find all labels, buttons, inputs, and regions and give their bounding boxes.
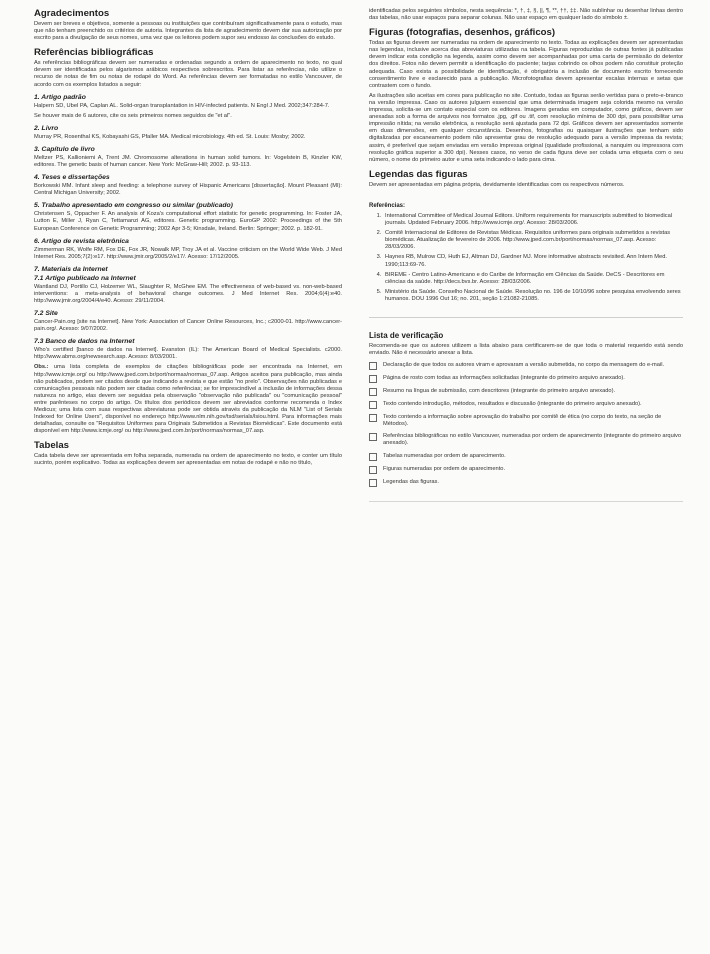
tabelas-body: Cada tabela deve ser apresentada em folha separada, numerada na ordem de aparecimento no texto, e conter um título sucinto, porém explicativo. Todas as explicações devem ser apresentadas em notas de rodapé e não no título,	[34, 453, 342, 467]
reference-examples	[34, 94, 342, 362]
checklist-item[interactable]	[369, 414, 683, 428]
checkbox[interactable]	[369, 453, 377, 461]
checkbox[interactable]	[369, 433, 377, 441]
example-title: 6. Artigo de revista eletrônica	[34, 237, 129, 245]
agradecimentos-heading: Agradecimentos	[34, 8, 110, 19]
obs-paragraph	[34, 364, 342, 435]
example-title: 3. Capítulo de livro	[34, 145, 95, 153]
example-text: Borkowski MM. Infant sleep and feeding: a telephone survey of Hispanic Americans [dissertação]. Mount Pleasant (MI): Central Michigan University; 2002.	[34, 183, 342, 197]
checklist-item[interactable]	[369, 479, 683, 487]
checklist-item-label: Texto contendo a informação sobre aprovação do trabalho por comitê de ética (no corpo do texto, na seção de Métodos).	[383, 414, 662, 428]
bottom-divider	[369, 501, 683, 502]
tabelas-heading: Tabelas	[34, 440, 70, 452]
example-title: 4. Teses e dissertações	[34, 174, 110, 182]
checkbox[interactable]	[369, 401, 377, 409]
checklist-item-label: Página de rosto com todas as informações solicitadas (integrante do primeiro arquivo anexado).	[383, 375, 625, 382]
figuras-heading: Figuras (fotografias, desenhos, gráficos)	[369, 27, 556, 39]
example-title: 7.1 Artigo publicado na Internet	[34, 274, 136, 282]
checklist-item-label: Referências bibliográficas no estilo Vancouver, numeradas por ordem de aparecimento (integrante do primeiro arquivo anexado).	[383, 433, 682, 447]
legendas-heading: Legendas das figuras	[369, 168, 468, 180]
example-text: Murray PR, Rosenthal KS, Kobayashi GS, Pfaller MA. Medical microbiology. 4th ed. St. Louis: Mosby; 2002.	[34, 133, 306, 140]
checklist-item-label: Figuras numeradas por ordem de aparecimento.	[383, 465, 506, 472]
checkbox[interactable]	[369, 479, 377, 487]
obs-text: uma lista completa de exemplos de citações bibliográficas pode ser encontrada na Internet, em http://www.icmje.org/ ou http://www.jped.com.br/port/normas/normas_07.asp. Artigos aceitos para publicação, mas ainda não publicados, podem ser citados desde que indicando a revista e que estão "no prelo". Observações não publicadas e comunicações pessoais não podem ser citadas como referências; se for imprescindível a inclusão de informações dessa natureza no artigo, elas devem ser seguidas pela observação "observação não publicada" ou "comunicação pessoal" entre parênteses no corpo do artigo. Os títulos dos periódicos devem ser abreviados conforme recomenda o Index Medicus; uma lista com suas respectivas abreviaturas pode ser obtida através da publicação da NLM "List of Serials Indexed for Online Users", disponível no endereço http://www.nlm.nih.gov/tsd/serials/lsiou.html. Para informações mais detalhadas, consulte os "Requisitos Uniformes para Originais Submetidos a Revistas Biomédicas". Este documento está disponível em http://www.icmje.org/ ou http://www.jped.com.br/port/normas/normas_07.asp.	[34, 364, 342, 435]
example-6	[34, 238, 342, 261]
right-column	[369, 8, 683, 502]
checklist-item-label: Tabelas numeradas por ordem de aparecimento.	[383, 452, 506, 459]
reference-item: 1. International Committee of Medical Journal Editors. Uniform requirements for manuscripts submitted to biomedical journals. Updated February 2006. http://www.icmje.org/. Acesso: 28/03/2006.	[383, 213, 683, 227]
checklist-item-label: Resumo na língua de submissão, com descritores (integrante do primeiro arquivo anexado).	[383, 388, 616, 395]
checklist-item-label: Texto contendo introdução, métodos, resultados e discussão (integrante do primeiro arquivo anexado).	[383, 401, 642, 408]
referencias-body: As referências bibliográficas devem ser numeradas e ordenadas segundo a ordem de aparecimento no texto, no qual devem ser identificadas pelos algarismos arábicos respectivos sobrescritos. Para listar as referências, não utilize o recurso de notas de fim ou notas de rodapé do Word. As referências devem ser formatadas no estilo Vancouver, de acordo com os exemplos listados a seguir:	[34, 60, 342, 88]
example-text: Christensen S, Oppacher F. An analysis of Koza's computational effort statistic for genetic programming. In: Foster JA, Lutton E, Miller J, Ryan C, Tettamanzi AG, editores. Genetic programming. EuroGP 2002: Proceedings of the 5th European Conference on Genetic Programming; 2002 Apr 3-5; Kinsdale, Ireland. Berlin: Springer; 2002. p. 182-91.	[34, 211, 342, 232]
example-7-2	[34, 310, 342, 333]
checkbox[interactable]	[369, 388, 377, 396]
example-1	[34, 94, 342, 120]
references-title: Referências:	[369, 202, 406, 209]
example-3	[34, 146, 342, 169]
left-column	[34, 8, 342, 471]
reference-item: 2. Comitê Internacional de Editores de Revistas Médicas. Requisitos uniformes para originais submetidos a revistas biomédicas. Atualização de fevereiro de 2006. http://www.jped.com.br/port/normas/normas_07.asp. Acesso: 28/03/2006.	[383, 230, 683, 251]
example-7	[34, 266, 342, 274]
example-5	[34, 202, 342, 232]
figuras-body-1: Todas as figuras devem ser numeradas na ordem de aparecimento no texto. Todas as explicações devem ser apresentadas nas legendas, inclusive acerca das abreviaturas utilizadas na tabela. Figuras reproduzidas de outras fontes já publicadas devem indicar esta condição na legenda, assim como devem ser acompanhadas por uma carta de permissão do detentor dos direitos. Fotos não devem permitir a identificação do paciente; tarjas cobrindo os olhos podem não constituir proteção adequada. Caso exista a possibilidade de identificação, é obrigatória a inclusão de documento escrito fornecendo consentimento livre e esclarecido para a publicação. Microfotografias devem apresentar escalas internas e setas que contrastem com o fundo.	[369, 40, 683, 89]
example-text: Meltzer PS, Kallioniemi A, Trent JM. Chromosome alterations in human solid tumors. In: Vogelstein B, Kinzler KW, editores. The genetic basis of human cancer. New York: McGraw-Hill; 2002. p. 93-113.	[34, 154, 342, 169]
checklist-item[interactable]	[369, 466, 683, 474]
checklist-item[interactable]	[369, 362, 683, 370]
checklist-heading: Lista de verificação	[369, 331, 444, 340]
checklist-item[interactable]	[369, 453, 683, 461]
example-title: 7.2 Site	[34, 310, 58, 318]
obs-label: Obs.:	[34, 364, 49, 371]
checklist-item[interactable]	[369, 401, 683, 409]
reference-item: 5. Ministério da Saúde. Conselho Nacional de Saúde. Resolução no. 196 de 10/10/96 sobre pesquisa envolvendo seres humanos. DOU 1996 Out 16; no. 201, seção 1:21082-21085.	[383, 289, 683, 303]
checklist-intro: Recomenda-se que os autores utilizem a lista abaixo para certificarem-se de que toda o material requerido está sendo enviado. Não é necessário anexar a lista.	[369, 343, 683, 357]
example-2	[34, 125, 342, 141]
divider	[369, 317, 683, 318]
checklist-item-label: Legendas das figuras.	[383, 478, 439, 485]
checkbox[interactable]	[369, 362, 377, 370]
checklist-item[interactable]	[369, 375, 683, 383]
tabelas-continued: identificadas pelos seguintes símbolos, nesta sequência: *, †, ‡, §, ||, ¶, **, ††, ‡‡. Não sublinhar ou desenhar linhas dentro das tabelas, não usar espaços para separar colunas. Não usar espaço em qualquer lado do símbolo ±.	[369, 8, 683, 22]
checklist-item[interactable]	[369, 388, 683, 396]
checkbox[interactable]	[369, 466, 377, 474]
example-text: Cancer-Pain.org [site na Internet]. New York: Association of Cancer Online Resources, Inc.; c2000-01. http://www.cancer-pain.org/. Acesso: 9/07/2002.	[34, 319, 342, 333]
example-7-3	[34, 338, 342, 361]
checkbox[interactable]	[369, 375, 377, 383]
example-4	[34, 174, 342, 197]
example-text: Wantland DJ, Portillo CJ, Holzemer WL, Slaughter R, McGhee EM. The effectiveness of web-based vs. non-web-based interventions: a meta-analysis of behavioral change outcomes. J Med Internet Res. 2004;6(4):e40. http://www.jmir.org/2004/4/e40. Acesso: 29/11/2004.	[34, 283, 342, 304]
example-title: 5. Trabalho apresentado em congresso ou similar (publicado)	[34, 202, 233, 210]
example-7-1	[34, 275, 342, 305]
figuras-body-2: As ilustrações são aceitas em cores para publicação no site. Contudo, todas as figuras serão vertidas para o preto-e-branco na versão impressa. Caso os autores julguem essencial que uma determinada imagem seja colorida mesmo na versão impressa, solicita-se um contato especial com os editores. Imagens geradas em computador, como gráficos, devem ser anexadas sob a forma de arquivos nos formatos .jpg, .gif ou .tif, com resolução mínima de 300 dpi, para possibilitar uma impressão nítida; na versão eletrônica, a resolução será ajustada para 72 dpi. Gráficos devem ser apresentados somente em duas dimensões, em qualquer circunstância. Desenhos, fotografias ou quaisquer ilustrações que tenham sido digitalizadas por escaneamento podem não apresentar grau de resolução adequado para a versão impressa da revista; assim, é preferível que sejam enviadas em versão impressa original (qualidade profissional, a nanquim ou impressora com resolução gráfica superior a 300 dpi). Nesses casos, no verso de cada figura deve ser colada uma etiqueta com o seu número, o nome do primeiro autor e uma seta indicando o lado para cima.	[369, 92, 683, 163]
checkbox[interactable]	[369, 414, 377, 422]
agradecimentos-body: Devem ser breves e objetivos, somente a pessoas ou instituições que contribuíram significativamente para o estudo, mas que não tenham preenchido os critérios de autoria. Integrantes da lista de agradecimento devem dar sua autorização por escrito para a divulgação de seus nomes, uma vez que os leitores podem supor seu endosso às conclusões do estudo.	[34, 21, 342, 42]
reference-item: 3. Haynes RB, Mulrow CD, Huth EJ, Altman DJ, Gardner MJ. More informative abstracts revisited. Ann Intern Med. 1990;113:69-76.	[383, 254, 683, 268]
checklist-item-label: Declaração de que todos os autores viram e aprovaram a versão submetida, no corpo da mensagem do e-mail.	[383, 362, 665, 369]
legendas-body: Devem ser apresentadas em página própria, devidamente identificadas com os respectivos números.	[369, 181, 625, 188]
checklist-item[interactable]	[369, 433, 683, 447]
example-text: Se houver mais de 6 autores, cite os seis primeiros nomes seguidos de "et al".	[34, 112, 232, 119]
references-list	[369, 213, 683, 303]
example-text: Who's certified [banco de dados na Internet]. Evanston (IL): The American Board of Medical Specialists. c2000. http://www.abms.org/newsearch.asp. Acesso: 8/03/2001.	[34, 347, 342, 361]
example-title: 1. Artigo padrão	[34, 93, 86, 101]
example-text: Halpern SD, Ubel PA, Caplan AL. Solid-organ transplantation in HIV-infected patients. N Engl J Med. 2002;347:284-7.	[34, 102, 330, 109]
reference-item: 4. BIREME - Centro Latino-Americano e do Caribe de Informação em Ciências da Saúde. DeCS - Descritores em ciências da saúde. http://decs.bvs.br. Acesso: 28/03/2006.	[383, 272, 683, 286]
example-title: 2. Livro	[34, 124, 59, 132]
example-title: 7. Materiais da Internet	[34, 265, 108, 273]
referencias-heading: Referências bibliográficas	[34, 47, 154, 59]
example-text: Zimmerman RK, Wolfe RM, Fox DE, Fox JR, Nowalk MP, Troy JA et al. Vaccine criticism on the World Wide Web. J Med Internet Res. 2005;7(2):e17. http://www.jmir.org/2005/2/e17/. Acesso: 17/12/2005.	[34, 246, 342, 260]
example-title: 7.3 Banco de dados na Internet	[34, 338, 135, 346]
